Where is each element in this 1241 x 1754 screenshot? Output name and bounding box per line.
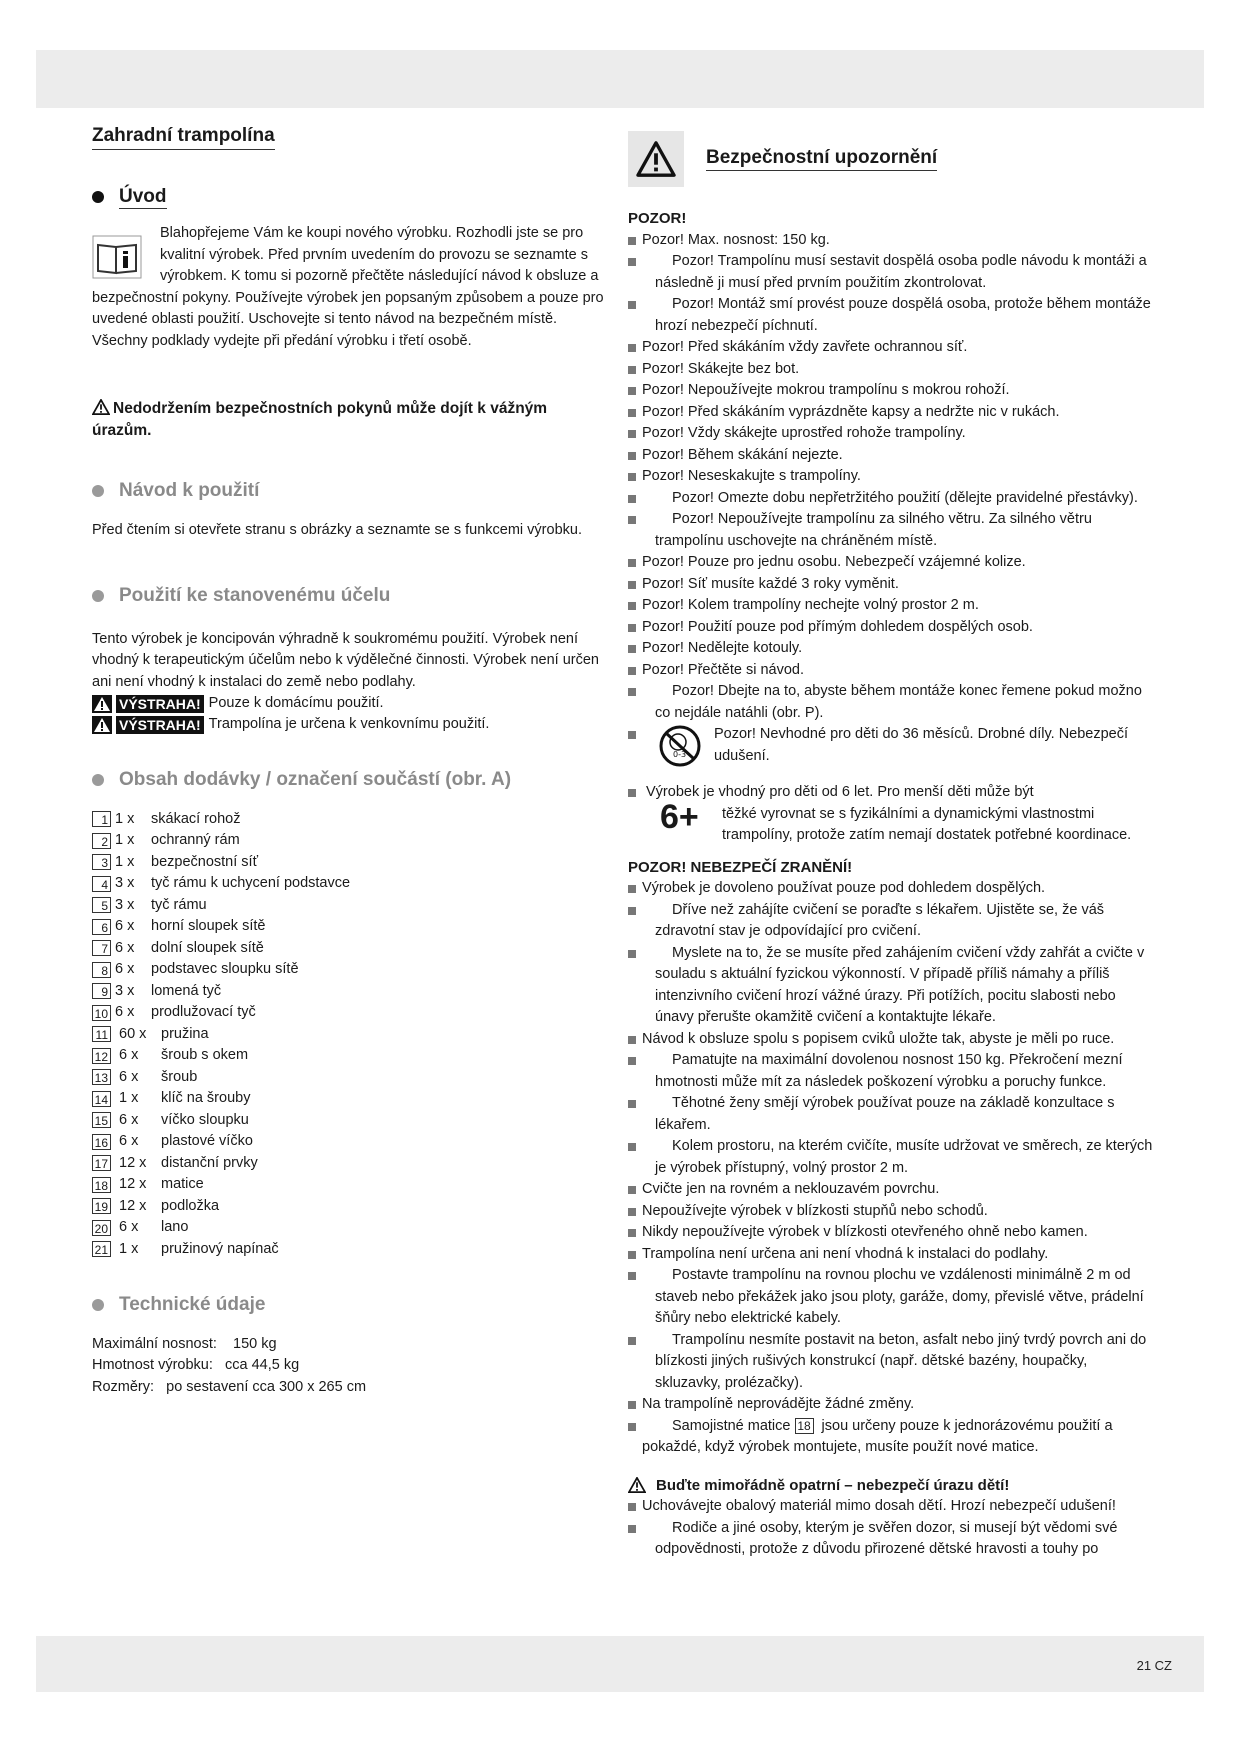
part-name: podstavec sloupku sítě: [151, 961, 299, 977]
spec-row: Hmotnost výrobku: cca 44,5 kg: [92, 1357, 300, 1373]
part-number: 20: [92, 1220, 111, 1236]
warning-triangle-icon: [92, 399, 110, 415]
part-number: 2: [92, 833, 111, 849]
part-quantity: 1 x: [115, 810, 135, 827]
part-row: [92, 895, 604, 917]
part-quantity: 6 x: [115, 939, 135, 956]
list-item: Pozor! Omezte dobu nepřetržitého použití (dělejte pravidelné přestávky).: [628, 488, 1154, 510]
part-name: šroub s okem: [161, 1047, 249, 1063]
part-number: 16: [92, 1134, 111, 1150]
part-row: [92, 1002, 604, 1024]
list-item: Pozor! Kolem trampolíny nechejte volný prostor 2 m.: [628, 595, 1154, 617]
part-name: tyč rámu: [151, 896, 207, 913]
part-row: [92, 1110, 604, 1132]
part-quantity: 3 x: [115, 896, 135, 913]
part-quantity: 6 x: [115, 961, 135, 977]
list-item: Pozor! Skákejte bez bot.: [628, 359, 1154, 381]
list-item: Pozor! Nepoužívejte mokrou trampolínu s mokrou rohoží.: [628, 380, 1154, 402]
intro-text: Blahopřejeme Vám ke koupi nového výrobku. Rozhodli jste se pro kvalitní výrobek. Před prvním uvedením do provozu se seznamte s výrobkem. K tomu si pozorně přečtěte následující návod k obsluze a bezpečnostní pokyny. Používejte výrobek jen popsaným způsobem a pouze pro uvedené oblasti použití. Uschovejte si tento návod na bezpečném místě. Všechny podklady vydejte při předání výrobku i třetí osobě.: [92, 225, 604, 349]
part-name: podložka: [161, 1197, 220, 1214]
part-name: matice: [161, 1176, 204, 1192]
part-quantity: 6 x: [115, 918, 135, 934]
tech-heading: Technické údaje: [92, 1294, 604, 1316]
part-name: lano: [161, 1219, 189, 1235]
part-name: ochranný rám: [151, 832, 240, 848]
part-number: 12: [92, 1048, 111, 1064]
list-item: Kolem prostoru, na kterém cvičíte, musíte udržovat ve směrech, ze kterých je výrobek přístupný, volný prostor 2 m.: [628, 1136, 1154, 1179]
warning-box: [628, 131, 684, 187]
use-heading: Použití ke stanovenému účelu: [92, 585, 604, 607]
part-name: skákací rohož: [151, 810, 241, 827]
age-warning-text: Pozor! Nevhodné pro děti do 36 měsíců. Drobné díly. Nebezpečí udušení.: [714, 726, 1129, 764]
part-quantity: 3 x: [115, 875, 135, 891]
part-name: pružinový napínač: [161, 1240, 279, 1257]
left-column: [92, 112, 604, 1398]
tech-specs: [92, 1334, 604, 1399]
list-item: Výrobek je dovoleno používat pouze pod dohledem dospělých.: [628, 878, 1154, 900]
part-name: bezpečnostní síť: [151, 853, 259, 870]
part-number: 5: [92, 897, 111, 913]
list-item: Pozor! Nepoužívejte trampolínu za silného větru. Za silného větru trampolínu uschovejte na chráněném místě.: [628, 509, 1154, 552]
warning-triangle-icon: [92, 695, 112, 713]
part-quantity: 6 x: [119, 1068, 139, 1085]
pozor-title: POZOR!: [628, 210, 687, 227]
list-item: Pozor! Trampolínu musí sestavit dospělá osoba podle návodu k montáži a následně ji musí před prvním použitím zkontrolovat.: [628, 251, 1154, 294]
part-name: horní sloupek sítě: [151, 918, 266, 934]
injury-list: [628, 878, 1154, 1416]
part-number: 13: [92, 1069, 111, 1085]
part-name: pružina: [161, 1025, 209, 1042]
list-item: Pamatujte na maximální dovolenou nosnost 150 kg. Překročení mezní hmotnosti může mít za následek poškození výrobku a poruchy funkce.: [628, 1050, 1154, 1093]
part-row: [92, 1024, 604, 1046]
list-item: Trampolínu nesmíte postavit na beton, asfalt nebo jiný tvrdý povrch ani do blízkosti jiných rušivých konstrukcí (např. dětské bazény, houpačky, skluzavky, prolézačky).: [628, 1330, 1154, 1395]
warning-domestic: VÝSTRAHA! Pouze k domácímu použití.: [92, 693, 604, 714]
parts-list: [92, 809, 604, 1261]
list-item: Pozor! Před skákáním vyprázdněte kapsy a nedržte nic v rukách.: [628, 402, 1154, 424]
info-book-icon: [92, 235, 142, 279]
part-row: [92, 1217, 604, 1239]
part-row: [92, 1153, 604, 1175]
six-plus-icon: 6+: [660, 797, 699, 836]
document-title: Zahradní trampolína: [92, 125, 275, 150]
list-item: Těhotné ženy smějí výrobek používat pouze na základě konzultace s lékařem.: [628, 1093, 1154, 1136]
part-name: tyč rámu k uchycení podstavce: [151, 875, 351, 891]
list-item: Pozor! Vždy skákejte uprostřed rohože trampolíny.: [628, 423, 1154, 445]
part-name: klíč na šrouby: [161, 1090, 251, 1106]
pozor-list: [628, 230, 1154, 725]
nuts-item: Samojistné matice 18 jsou určeny pouze k jednorázovému použití a pokaždé, když výrobek montujete, musíte použít nové matice.: [628, 1416, 1154, 1459]
bullet-dot-icon: [92, 191, 104, 203]
part-number: 19: [92, 1198, 111, 1214]
list-item: Trampolína není určena ani není vhodná k instalaci do podlahy.: [628, 1244, 1154, 1266]
list-item: Pozor! Neseskakujte s trampolíny.: [628, 466, 1154, 488]
part-quantity: 60 x: [119, 1025, 147, 1042]
six-plus-text-a: Výrobek je vhodný pro děti od 6 let. Pro menší děti může být: [646, 784, 1034, 800]
list-item: Pozor! Síť musíte každé 3 roky vyměnit.: [628, 574, 1154, 596]
list-item: Pozor! Dbejte na to, abyste během montáže konec řemene pokud možno co nejdále natáhli (obr. P).: [628, 681, 1154, 724]
list-item: Pozor! Pouze pro jednu osobu. Nebezpečí vzájemné kolize.: [628, 552, 1154, 574]
part-number: 18: [92, 1177, 111, 1193]
part-name: lomená tyč: [151, 982, 222, 999]
bullet-dot-icon: [92, 774, 104, 786]
part-number: 14: [92, 1091, 111, 1107]
part-number: 11: [92, 1026, 111, 1042]
list-item: Uchovávejte obalový materiál mimo dosah dětí. Hrozí nebezpečí udušení!: [628, 1496, 1154, 1518]
spec-row: Rozměry: po sestavení cca 300 x 265 cm: [92, 1378, 367, 1395]
not-for-children-icon: [656, 724, 704, 768]
part-name: prodlužovací tyč: [151, 1004, 256, 1020]
part-row: [92, 959, 604, 981]
list-item: Pozor! Během skákání nejezte.: [628, 445, 1154, 467]
part-name: plastové víčko: [161, 1133, 253, 1149]
part-quantity: 6 x: [119, 1047, 139, 1063]
injury-title: POZOR! NEBEZPEČÍ ZRANĚNÍ!: [628, 858, 853, 876]
header-band: [36, 50, 1204, 108]
list-item: Pozor! Nedělejte kotouly.: [628, 638, 1154, 660]
part-row: [92, 1239, 604, 1261]
warning-outdoor: VÝSTRAHA! Trampolína je určena k venkovnímu použití.: [92, 714, 604, 735]
intro-heading: Úvod: [92, 186, 604, 210]
part-row: [92, 1088, 604, 1110]
part-quantity: 3 x: [115, 982, 135, 999]
list-item: Cvičte jen na rovném a neklouzavém povrchu.: [628, 1179, 1154, 1201]
part-row: [92, 916, 604, 938]
part-row: [92, 809, 604, 831]
safety-warning: Nedodržením bezpečnostních pokynů může dojít k vážným úrazům.: [92, 400, 548, 439]
part-quantity: 12 x: [119, 1176, 147, 1192]
page-number: 21 CZ: [1136, 1658, 1172, 1673]
list-item: Postavte trampolínu na rovnou plochu ve vzdálenosti minimálně 2 m od staveb nebo překážek jako jsou ploty, garáže, domy, převislé větve, prádelní šňůry nebo elektrické kabely.: [628, 1265, 1154, 1330]
part-row: [92, 1067, 604, 1089]
spec-row: Maximální nosnost: 150 kg: [92, 1335, 277, 1352]
part-quantity: 1 x: [115, 832, 135, 848]
part-quantity: 1 x: [119, 1240, 139, 1257]
footer-band: [36, 1636, 1204, 1692]
manual-text: Před čtením si otevřete stranu s obrázky a seznamte se s funkcemi výrobku.: [92, 521, 582, 538]
part-row: [92, 830, 604, 852]
list-item: Návod k obsluze spolu s popisem cviků uložte tak, abyste je měli po ruce.: [628, 1029, 1154, 1051]
part-quantity: 6 x: [119, 1111, 139, 1128]
part-name: distanční prvky: [161, 1154, 258, 1171]
bullet-dot-icon: [92, 1299, 104, 1311]
part-row: [92, 1045, 604, 1067]
list-item: Pozor! Přečtěte si návod.: [628, 660, 1154, 682]
part-name: víčko sloupku: [161, 1111, 249, 1128]
part-row: [92, 938, 604, 960]
part-number: 8: [92, 962, 111, 978]
warning-triangle-icon: [92, 716, 112, 734]
svg-text:0-3: 0-3: [673, 750, 687, 759]
part-quantity: 12 x: [119, 1197, 147, 1214]
list-item: Nikdy nepoužívejte výrobek v blízkosti otevřeného ohně nebo kamen.: [628, 1222, 1154, 1244]
part-row: [92, 873, 604, 895]
part-row: [92, 1174, 604, 1196]
part-number: 1: [92, 811, 111, 827]
part-quantity: 12 x: [119, 1154, 147, 1171]
part-number: 17: [92, 1155, 111, 1171]
use-text: Tento výrobek je koncipován výhradně k soukromému použití. Výrobek není vhodný k terapeutickým účelům nebo k výdělečné činnosti. Výrobek není určen ani není vhodný k instalaci do země nebo podlahy.: [92, 630, 599, 690]
right-column: [628, 112, 1154, 1561]
part-quantity: 6 x: [115, 1004, 135, 1020]
safety-heading: Bezpečnostní upozornění: [628, 130, 1154, 188]
bullet-dot-icon: [92, 485, 104, 497]
list-item: Pozor! Použití pouze pod přímým dohledem dospělých osob.: [628, 617, 1154, 639]
part-number: 18: [795, 1418, 814, 1434]
child-warning-title: Buďte mimořádně opatrní – nebezpečí úrazu dětí!: [628, 1475, 1154, 1497]
part-name: dolní sloupek sítě: [151, 939, 264, 956]
part-number: 6: [92, 919, 111, 935]
part-quantity: 6 x: [119, 1219, 139, 1235]
part-number: 3: [92, 854, 111, 870]
six-plus-text-b: těžké vyrovnat se s fyzikálními a dynamickými vlastnostmi trampolíny, protože zatím nemají dostatek potřebné koordinace.: [722, 805, 1132, 843]
part-number: 15: [92, 1112, 111, 1128]
part-quantity: 1 x: [119, 1090, 139, 1106]
list-item: Myslete na to, že se musíte před zahájením cvičení vždy zahřát a cvičte v souladu s aktuální fyzickou výkonností. V případě příliš námahy a příliš intenzivního cvičení hrozí vážné úrazy. Při potížích, pocitu slabosti nebo únavy přerušte okamžitě cvičení a kontaktujte lékaře.: [628, 943, 1154, 1029]
list-item: Rodiče a jiné osoby, kterým je svěřen dozor, si musejí být vědomi své odpovědnosti, protože z důvodu přirozené dětské hravosti a touhy po: [628, 1518, 1154, 1561]
part-row: [92, 981, 604, 1003]
part-number: 10: [92, 1005, 111, 1021]
manual-heading: Návod k použití: [92, 480, 604, 502]
child-list: [628, 1496, 1154, 1561]
warning-triangle-icon: [635, 140, 677, 178]
part-quantity: 1 x: [115, 853, 135, 870]
list-item: Pozor! Max. nosnost: 150 kg.: [628, 230, 1154, 252]
part-number: 4: [92, 876, 111, 892]
list-item: Dříve než zahájíte cvičení se poraďte s lékařem. Ujistěte se, že váš zdravotní stav je odpovídající pro cvičení.: [628, 900, 1154, 943]
part-row: [92, 852, 604, 874]
part-number: 7: [92, 940, 111, 956]
age-warning-item: [628, 724, 1154, 768]
part-quantity: 6 x: [119, 1133, 139, 1149]
contents-heading: Obsah dodávky / označení součástí (obr. A): [92, 769, 604, 791]
warning-triangle-icon: [628, 1477, 646, 1493]
list-item: Pozor! Montáž smí provést pouze dospělá osoba, protože během montáže hrozí nebezpečí píchnutí.: [628, 294, 1154, 337]
list-item: Pozor! Před skákáním vždy zavřete ochrannou síť.: [628, 337, 1154, 359]
part-row: [92, 1196, 604, 1218]
six-plus-item: [628, 782, 1154, 847]
list-item: Nepoužívejte výrobek v blízkosti stupňů nebo schodů.: [628, 1201, 1154, 1223]
list-item: Na trampolíně neprovádějte žádné změny.: [628, 1394, 1154, 1416]
part-number: 21: [92, 1241, 111, 1257]
part-name: šroub: [161, 1068, 198, 1085]
intro-section: [92, 223, 604, 352]
part-row: [92, 1131, 604, 1153]
bullet-dot-icon: [92, 590, 104, 602]
part-number: 9: [92, 983, 111, 999]
